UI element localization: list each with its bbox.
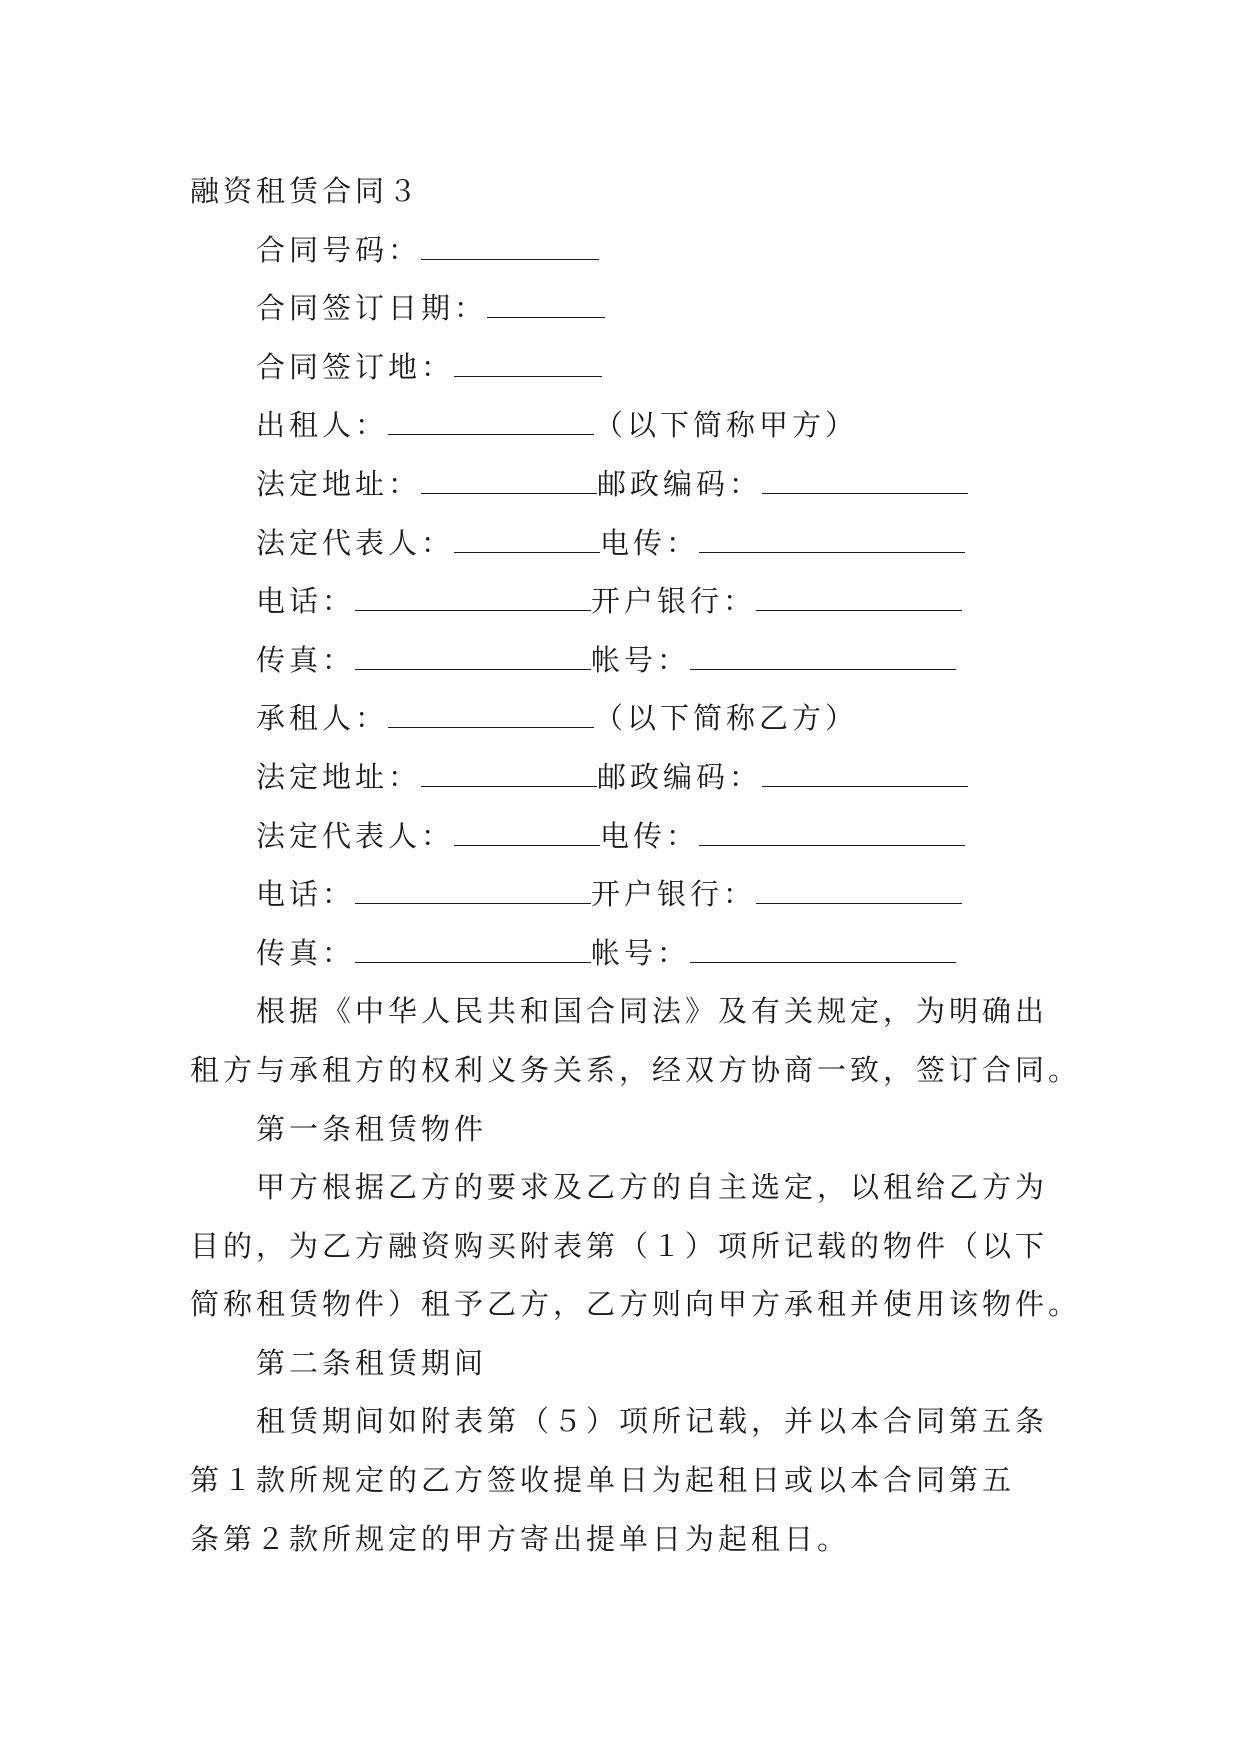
document-page bbox=[190, 162, 1082, 1568]
lessor-field bbox=[190, 396, 1060, 455]
lessor-bank-blank[interactable] bbox=[756, 588, 962, 611]
lessee-note: （以下简称乙方） bbox=[594, 701, 859, 736]
lessor-bank-label: 开户银行： bbox=[591, 584, 757, 619]
lessee-blank[interactable] bbox=[388, 705, 594, 728]
lessee-rep-blank[interactable] bbox=[454, 823, 600, 846]
lessor-fax-row bbox=[190, 631, 1060, 690]
lessor-phone-row bbox=[190, 572, 1060, 631]
lessee-field bbox=[190, 689, 1060, 748]
article-2-line: 租赁期间如附表第（５）项所记载，并以本合同第五条 bbox=[256, 1404, 1049, 1439]
lessor-phone-label: 电话： bbox=[256, 584, 356, 619]
lessor-note: （以下简称甲方） bbox=[594, 408, 859, 443]
lessee-phone-blank[interactable] bbox=[355, 881, 591, 904]
lessor-telex-label: 电传： bbox=[600, 525, 700, 560]
lessee-phone-label: 电话： bbox=[256, 877, 356, 912]
article-1-line: 简称租赁物件）租予乙方，乙方则向甲方承租并使用该物件。 bbox=[190, 1287, 1082, 1322]
lessor-label: 出租人： bbox=[256, 408, 389, 443]
article-2-line: 第１款所规定的乙方签收提单日为起租日或以本合同第五 bbox=[190, 1463, 1016, 1498]
contract-number-blank[interactable] bbox=[421, 237, 599, 260]
contract-number-field bbox=[190, 221, 1060, 280]
lessee-telex-blank[interactable] bbox=[699, 823, 965, 846]
preamble-line: 租方与承租方的权利义务关系，经双方协商一致，签订合同。 bbox=[190, 1052, 1082, 1087]
lessor-rep-label: 法定代表人： bbox=[256, 525, 455, 560]
lessee-label: 承租人： bbox=[256, 701, 389, 736]
lessee-bank-label: 开户银行： bbox=[591, 877, 757, 912]
lessor-postcode-label: 邮政编码： bbox=[597, 466, 763, 501]
lessor-phone-blank[interactable] bbox=[355, 588, 591, 611]
lessee-postcode-blank[interactable] bbox=[762, 764, 968, 787]
article-1-line: 目的，为乙方融资购买附表第（１）项所记载的物件（以下 bbox=[190, 1228, 1049, 1263]
lessee-phone-row bbox=[190, 865, 1060, 924]
lessee-address-blank[interactable] bbox=[421, 764, 597, 787]
lessor-fax-label: 传真： bbox=[256, 642, 356, 677]
lessor-address-blank[interactable] bbox=[421, 471, 597, 494]
sign-place-blank[interactable] bbox=[454, 354, 602, 377]
lessee-address-label: 法定地址： bbox=[256, 759, 422, 794]
sign-place-field bbox=[190, 338, 1060, 397]
article-1-line: 甲方根据乙方的要求及乙方的自主选定，以租给乙方为 bbox=[256, 1170, 1049, 1205]
article-2-line: 条第２款所规定的甲方寄出提单日为起租日。 bbox=[190, 1521, 851, 1556]
lessee-fax-blank[interactable] bbox=[355, 940, 591, 963]
sign-date-label: 合同签订日期： bbox=[256, 291, 488, 326]
document-title: 融资租赁合同３ bbox=[190, 174, 422, 208]
lessor-address-row bbox=[190, 455, 1060, 514]
sign-place-label: 合同签订地： bbox=[256, 349, 455, 384]
lessee-rep-row bbox=[190, 807, 1060, 866]
lessee-fax-row bbox=[190, 924, 1060, 983]
lessor-telex-blank[interactable] bbox=[699, 530, 965, 553]
lessor-rep-blank[interactable] bbox=[454, 530, 600, 553]
lessor-blank[interactable] bbox=[388, 412, 594, 435]
article-2-body bbox=[190, 1392, 1060, 1568]
sign-date-blank[interactable] bbox=[487, 295, 605, 318]
contract-number-label: 合同号码： bbox=[256, 232, 422, 267]
lessee-account-blank[interactable] bbox=[690, 940, 956, 963]
preamble-paragraph bbox=[190, 982, 1082, 1099]
lessee-bank-blank[interactable] bbox=[756, 881, 962, 904]
lessor-fax-blank[interactable] bbox=[355, 647, 591, 670]
article-2-heading: 第二条租赁期间 bbox=[256, 1345, 488, 1380]
lessor-account-label: 帐号： bbox=[591, 642, 691, 677]
lessee-address-row bbox=[190, 748, 1060, 807]
lessee-postcode-label: 邮政编码： bbox=[597, 759, 763, 794]
lessor-account-blank[interactable] bbox=[690, 647, 956, 670]
sign-date-field bbox=[190, 279, 1060, 338]
article-1-heading: 第一条租赁物件 bbox=[256, 1111, 488, 1146]
lessee-account-label: 帐号： bbox=[591, 935, 691, 970]
lessee-fax-label: 传真： bbox=[256, 935, 356, 970]
article-1-body bbox=[190, 1158, 1082, 1334]
lessee-rep-label: 法定代表人： bbox=[256, 818, 455, 853]
lessor-rep-row bbox=[190, 514, 1060, 573]
lessor-address-label: 法定地址： bbox=[256, 466, 422, 501]
preamble-line: 根据《中华人民共和国合同法》及有关规定，为明确出 bbox=[256, 994, 1049, 1029]
lessee-telex-label: 电传： bbox=[600, 818, 700, 853]
lessor-postcode-blank[interactable] bbox=[762, 471, 968, 494]
